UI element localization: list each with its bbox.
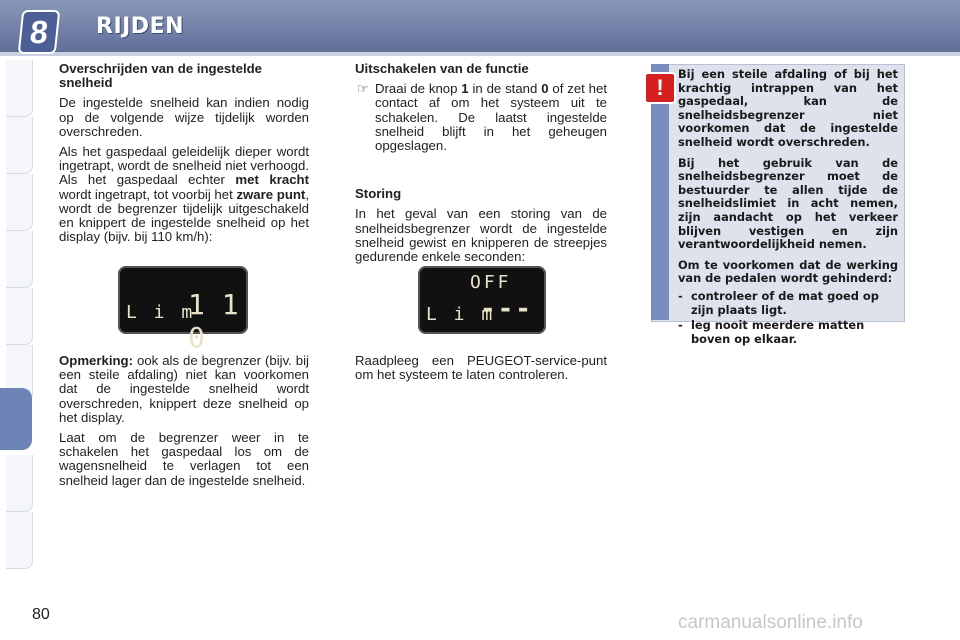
chapter-tab[interactable] bbox=[6, 231, 33, 288]
warning-paragraph: Bij het gebruik van de snelheidsbegrenzer moet de bestuurder te allen tijde de snelheidslimiet in acht nemen, zijn aandacht op het verkeer blijven vestigen en zijn verantwoordelijkheid nemen. bbox=[678, 155, 898, 252]
lcd-dashes: --- bbox=[480, 294, 533, 324]
chapter-tab[interactable] bbox=[6, 288, 33, 345]
paragraph: Raadpleeg een PEUGEOT-service-punt om het systeem te laten controleren. bbox=[355, 353, 607, 383]
column-left-lower bbox=[59, 354, 309, 494]
bold-text: 1 bbox=[461, 81, 469, 97]
chapter-tab[interactable] bbox=[6, 117, 33, 174]
chapter-number-badge: 8 bbox=[18, 10, 61, 54]
lcd-lim-text: L i m bbox=[426, 304, 496, 325]
chapter-title: RIJDEN bbox=[96, 14, 185, 39]
bold-text: met kracht bbox=[235, 172, 309, 188]
lcd-off-text: OFF bbox=[470, 272, 512, 293]
note-text: ook als de begrenzer (bijv. bij een steile afdaling) niet kan voorkomen dat de ingestelde snelheid wordt overschreden, knippert deze snelheid op het display. bbox=[59, 353, 309, 425]
lcd-speed-value: 1 1 0 bbox=[188, 288, 239, 354]
chapter-tab[interactable] bbox=[6, 174, 33, 231]
chapter-tab[interactable] bbox=[6, 512, 33, 569]
lcd-display-speed bbox=[118, 266, 248, 354]
warning-list-item: - leg nooit meerdere matten boven op elkaar. bbox=[678, 318, 865, 346]
paragraph bbox=[59, 145, 309, 244]
chapter-tab-rail bbox=[0, 60, 32, 575]
text-span: of zet het contact af om het systeem uit te schakelen. De laatst ingestelde snelheid blijft in het geheugen opgeslagen. bbox=[375, 81, 607, 154]
hand-pointer-icon: ☞ bbox=[357, 81, 369, 97]
bold-text: 0 bbox=[541, 81, 549, 97]
page-number: 80 bbox=[32, 606, 50, 623]
bullet-item bbox=[355, 82, 607, 153]
chapter-tab-active[interactable] bbox=[0, 388, 32, 450]
text-span: Draai de knop bbox=[375, 81, 458, 97]
column-middle-lower bbox=[355, 354, 607, 388]
paragraph: Laat om de begrenzer weer in te schakelen het gaspedaal los om de wagensnelheid te verlagen tot een snelheid lager dan de ingestelde snelheid. bbox=[59, 430, 309, 488]
section-heading-uitschakelen: Uitschakelen van de functie bbox=[355, 61, 529, 76]
paragraph: In het geval van een storing van de snelheidsbegrenzer wordt de ingestelde snelheid gewist en knipperen de streepjes gedurende enkele seconden: bbox=[355, 206, 607, 265]
section-heading-overschrijden: Overschrijden van de ingestelde snelheid bbox=[59, 61, 263, 91]
watermark: carmanualsonline.info bbox=[678, 612, 863, 633]
warning-list-item: - controleer of de mat goed op zijn plaats ligt. bbox=[678, 288, 879, 317]
note-paragraph bbox=[59, 354, 309, 425]
warning-note-text bbox=[678, 68, 898, 348]
chapter-tab[interactable] bbox=[6, 455, 33, 512]
bold-text: zware punt bbox=[236, 186, 306, 202]
lcd-lim-text: L i m bbox=[126, 302, 196, 323]
warning-list-text: controleer of de mat goed op zijn plaats ligt. bbox=[691, 288, 879, 317]
header-divider bbox=[0, 52, 960, 56]
note-label: Opmerking: bbox=[59, 353, 134, 368]
paragraph: De ingestelde snelheid kan indien nodig op de volgende wijze tijdelijk worden overschreden. bbox=[59, 95, 309, 139]
section-heading-storing: Storing bbox=[355, 186, 402, 202]
text-span: in de stand bbox=[472, 81, 538, 97]
text-span: Als het gaspedaal geleidelijk dieper wordt ingetrapt, wordt de snelheid niet verhoogd. Als het gaspedaal echter bbox=[59, 144, 309, 188]
column-middle bbox=[355, 62, 607, 270]
exclamation-warning-icon: ! bbox=[644, 72, 676, 104]
text-span: wordt ingetrapt, tot voorbij het bbox=[59, 186, 233, 202]
lcd-display-fault bbox=[418, 266, 546, 334]
text-span: , wordt de begrenzer tijdelijk uitgeschakeld en knippert de ingestelde snelheid op het display (bijv. bij 110 km/h): bbox=[59, 186, 309, 245]
chapter-tab[interactable] bbox=[6, 60, 33, 117]
warning-paragraph: Om te voorkomen dat de werking van de pedalen wordt gehinderd: bbox=[678, 257, 898, 286]
warning-paragraph: Bij een steile afdaling of bij het krachtig intrappen van het gaspedaal, kan de snelheidsbegrenzer niet voorkomen dat de ingestelde snelheid wordt overschreden. bbox=[678, 67, 898, 149]
column-left bbox=[59, 62, 309, 250]
warning-list-text: leg nooit meerdere matten boven op elkaar. bbox=[691, 318, 865, 346]
